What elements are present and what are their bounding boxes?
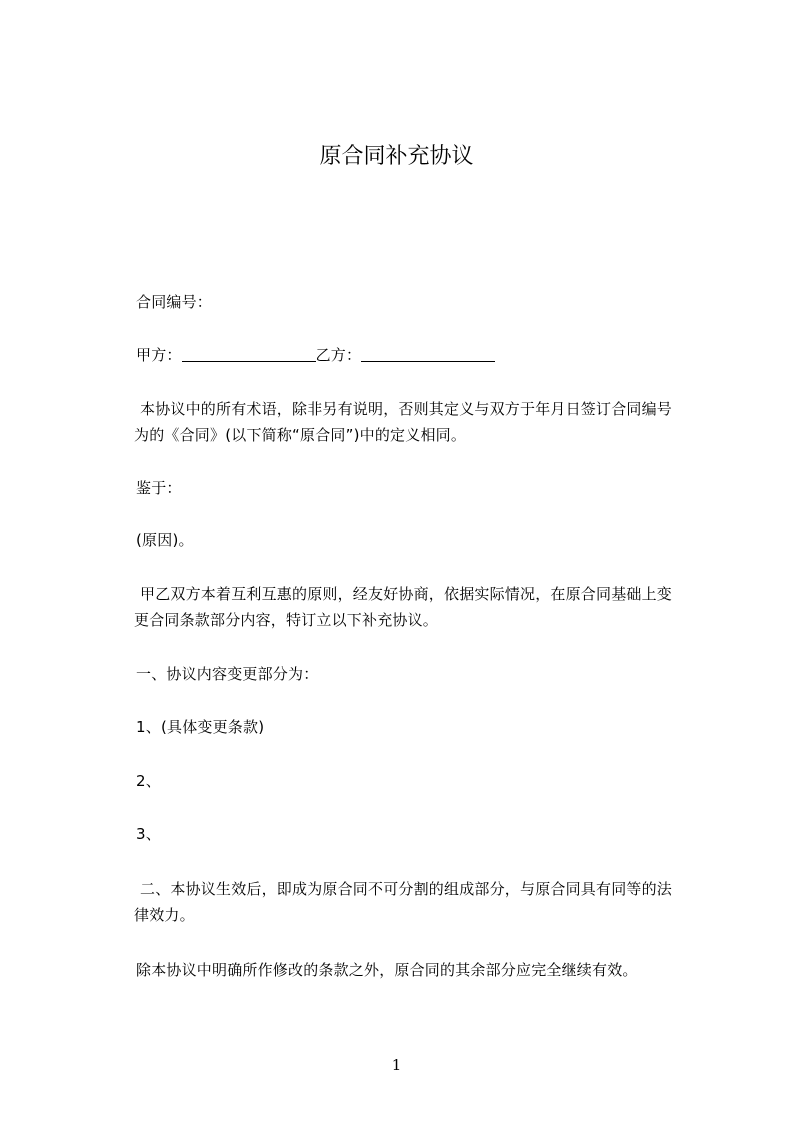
section-2-line-2: 律效力。: [134, 906, 195, 924]
party-b-label: 乙方：: [315, 346, 362, 364]
section-2-paragraph: [136, 876, 702, 928]
change-item-3: 3、: [136, 825, 161, 843]
change-item-2: 2、: [136, 772, 161, 790]
intent-line-1: 甲乙双方本着互利互惠的原则，经友好协商，依据实际情况，在原合同基础上变: [140, 585, 673, 603]
change-item-1: 1、(具体变更条款): [136, 718, 265, 736]
terms-paragraph: [136, 396, 702, 448]
document-title: 原合同补充协议: [319, 144, 474, 169]
party-b-blank: [361, 346, 495, 362]
terms-line-1: 本协议中的所有术语，除非另有说明，否则其定义与双方于年月日签订合同编号: [140, 400, 673, 418]
closing-statement: 除本协议中明确所作修改的条款之外，原合同的其余部分应完全继续有效。: [136, 961, 638, 979]
intent-line-2: 更合同条款部分内容，特订立以下补充协议。: [134, 611, 439, 629]
parties-line: [136, 345, 716, 366]
party-a-label: 甲方：: [136, 346, 182, 364]
contract-number-label: 合同编号：: [136, 293, 213, 311]
intent-paragraph: [136, 581, 702, 633]
page-number: 1: [391, 1056, 402, 1074]
contract-number-line: [136, 292, 716, 313]
reason-text: (原因)。: [136, 531, 194, 549]
section-2-line-1: 二、本协议生效后，即成为原合同不可分割的组成部分，与原合同具有同等的法: [140, 880, 673, 898]
section-1-heading: 一、协议内容变更部分为：: [136, 665, 319, 683]
terms-line-2: 为的《合同》(以下简称“原合同”)中的定义相同。: [134, 426, 467, 444]
whereas-heading: 鉴于：: [136, 479, 182, 497]
party-a-blank: [182, 346, 316, 362]
